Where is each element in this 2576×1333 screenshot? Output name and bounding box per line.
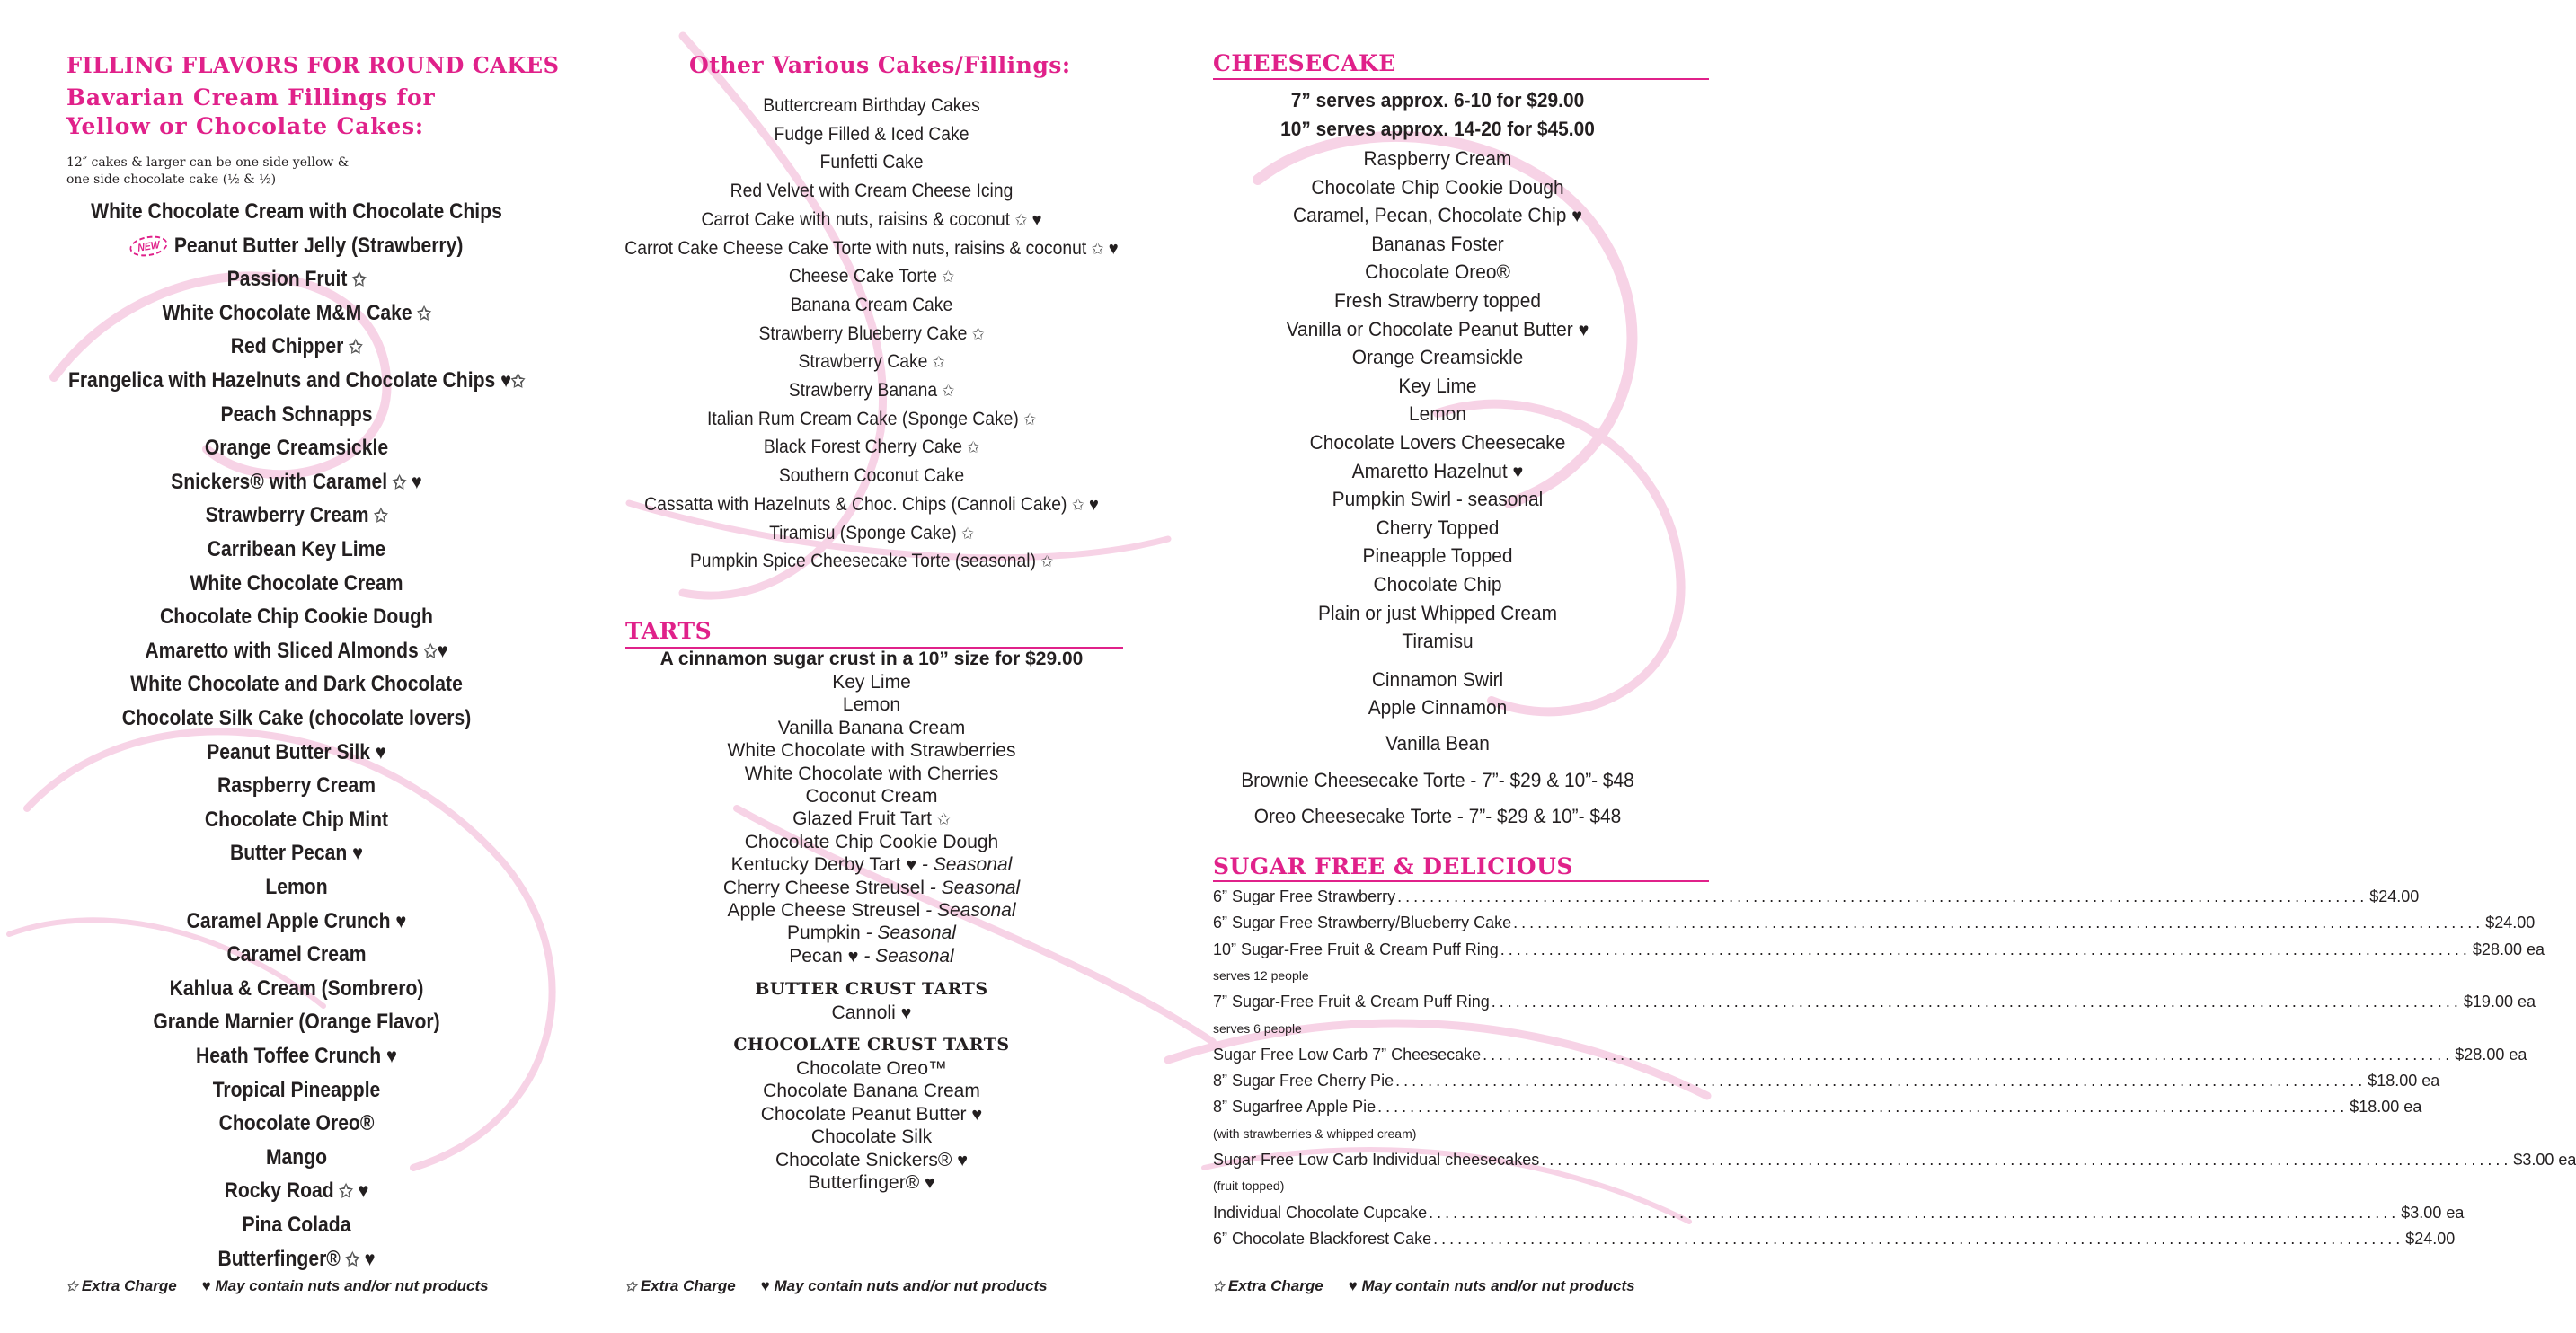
cake-item: Strawberry Cake ✩ [798, 351, 945, 373]
sugar-free-item: Sugar Free Low Carb Individual cheesecakes ........................................................................................................................ $3.00 ea [1213, 1151, 2576, 1169]
cake-item: Tiramisu (Sponge Cake) ✩ [769, 522, 974, 543]
extra-charge-star-icon: ✩ [339, 1182, 353, 1203]
legend-nuts: ♥ May contain nuts and/or nut products [760, 1277, 1048, 1294]
tart-item: Chocolate Chip Cookie Dough [744, 831, 999, 852]
contains-nuts-heart-icon: ♥ [375, 739, 386, 764]
price: $28.00 ea [2472, 940, 2545, 958]
tart-item: Kentucky Derby Tart ♥ - Seasonal [730, 854, 1013, 876]
chocolate-crust-item: Chocolate Silk [810, 1126, 933, 1148]
dot-leader: ........................................................................................................................ [1429, 1203, 2400, 1222]
filling-flavor-item: Snickers® with Caramel ✩ ♥ [171, 469, 422, 494]
legend [625, 1277, 1048, 1295]
size-note: 12″ cakes & larger can be one side yellow & one side chocolate cake (½ & ½) [66, 155, 350, 187]
tarts-intro: A cinnamon sugar crust in a 10” size for $29.00 [659, 649, 1084, 669]
filling-flavor-item: NEW Peanut Butter Jelly (Strawberry) [36, 234, 558, 259]
butter-crust-item: Cannoli ♥ [831, 1002, 912, 1023]
chocolate-crust-item: Chocolate Peanut Butter ♥ [760, 1103, 983, 1125]
sugar-free-rule [1213, 880, 1709, 882]
cheesecake-rule [1213, 78, 1709, 80]
other-cakes-column [593, 0, 1150, 1333]
legend [1213, 1277, 1635, 1295]
filling-flavor-item: Red Chipper ✩ [230, 334, 363, 359]
cheesecake-item: Chocolate Chip Cookie Dough [1311, 175, 1564, 199]
cheesecake-item: Cinnamon Swirl [1371, 668, 1504, 691]
contains-nuts-heart-icon: ♥ [1512, 461, 1524, 482]
filling-flavor-item: Lemon [265, 875, 328, 899]
contains-nuts-heart-icon: ♥ [358, 1179, 369, 1203]
contains-nuts-heart-icon: ♥ [395, 908, 407, 932]
filling-flavor-item: Butterfinger® ✩ ♥ [217, 1246, 376, 1271]
dot-leader: ........................................................................................................................ [1513, 914, 2484, 932]
filling-flavor-item: Raspberry Cream [217, 773, 376, 799]
contains-nuts-heart-icon: ♥ [900, 1003, 912, 1023]
cheesecake-price-10: 10” serves approx. 14-20 for $45.00 [1280, 118, 1595, 140]
filling-flavor-item: Carribean Key Lime [207, 537, 386, 561]
extra-charge-star-icon: ✩ [961, 524, 974, 543]
filling-flavor-item: Orange Creamsickle [204, 436, 389, 461]
cake-item: Buttercream Birthday Cakes [763, 95, 980, 116]
tart-item: Cherry Cheese Streusel - Seasonal [722, 877, 1021, 898]
dot-leader: ........................................................................................................................ [1500, 940, 2471, 958]
chocolate-crust-item: Butterfinger® ♥ [808, 1172, 935, 1193]
sugar-free-item: 7” Sugar-Free Fruit & Cream Puff Ring ........................................................................................................................ $19.00 ea [1213, 993, 2536, 1011]
cheesecake-item: Chocolate Chip [1373, 573, 1502, 596]
cheesecake-torte-item: Brownie Cheesecake Torte - 7”- $29 & 10”- $48 [1241, 769, 1634, 791]
new-badge-icon: NEW [128, 234, 169, 259]
sugar-free-item: 6” Chocolate Blackforest Cake ........................................................................................................................ $24.00 [1213, 1229, 2456, 1248]
filling-flavor-item: Kahlua & Cream (Sombrero) [169, 975, 424, 1001]
contains-nuts-heart-icon: ♥ [957, 1150, 969, 1170]
extra-charge-star-icon: ✩ [417, 304, 431, 324]
sugar-free-title: SUGAR FREE & DELICIOUS [1213, 853, 1573, 879]
sugar-free-item: 8” Sugarfree Apple Pie ........................................................................................................................ $18.00 ea [1213, 1098, 2422, 1117]
extra-charge-star-icon: ✩ [423, 641, 438, 662]
cheesecake-column [1150, 0, 2576, 1333]
cheesecake-item: Cherry Topped [1376, 516, 1500, 539]
dot-leader: ........................................................................................................................ [1541, 1151, 2512, 1169]
filling-flavor-item: Caramel Apple Crunch ♥ [186, 908, 407, 933]
round-cake-fillings-column [0, 0, 593, 1333]
filling-flavor-item: Tropical Pineapple [212, 1077, 381, 1102]
filling-flavor-item: Amaretto with Sliced Almonds ✩♥ [145, 638, 448, 663]
cake-item: Strawberry Blueberry Cake ✩ [758, 322, 985, 344]
sugar-free-item-note: (with strawberries & whipped cream) [1213, 1126, 1417, 1141]
extra-charge-star-icon: ✩ [1040, 552, 1054, 571]
cake-item: Black Forest Cherry Cake ✩ [763, 437, 980, 458]
cake-item: Cheese Cake Torte ✩ [788, 266, 955, 287]
dot-leader: ........................................................................................................................ [1377, 1098, 2349, 1117]
tart-item: Glazed Fruit Tart ✩ [792, 808, 951, 830]
cheesecake-item: Bananas Foster [1371, 232, 1504, 255]
extra-charge-star-icon: ✩ [1071, 495, 1084, 514]
contains-nuts-heart-icon: ♥ [1108, 238, 1119, 259]
filling-flavor-item: Frangelica with Hazelnuts and Chocolate Chips ♥✩ [67, 368, 526, 393]
tart-item: White Chocolate with Cherries [744, 763, 999, 784]
cake-item: Cassatta with Hazelnuts & Choc. Chips (Cannoli Cake) ✩ ♥ [644, 493, 1099, 515]
cake-item: Banana Cream Cake [790, 294, 953, 315]
cheesecake-item: Key Lime [1398, 374, 1477, 397]
cake-item: Southern Coconut Cake [778, 465, 965, 487]
extra-charge-star-icon: ✩ [936, 810, 951, 829]
contains-nuts-heart-icon: ♥ [971, 1104, 983, 1125]
chocolate-crust-item: Chocolate Snickers® ♥ [775, 1149, 969, 1170]
price: $28.00 ea [2455, 1045, 2527, 1064]
tart-item: Coconut Cream [805, 786, 938, 807]
cheesecake-item: Caramel, Pecan, Chocolate Chip ♥ [1293, 204, 1582, 227]
tart-item: Pumpkin - Seasonal [787, 923, 956, 944]
cheesecake-item: Amaretto Hazelnut ♥ [1351, 459, 1524, 482]
contains-nuts-heart-icon: ♥ [1578, 319, 1589, 340]
filling-flavor-item: Passion Fruit ✩ [226, 267, 367, 292]
cake-item: Carrot Cake Cheese Cake Torte with nuts, raisins & coconut ✩ ♥ [624, 237, 1119, 259]
bavarian-subtitle-line1: Bavarian Cream Fillings for [66, 84, 436, 110]
extra-charge-star-icon: ✩ [971, 324, 985, 343]
filling-flavor-item: Peach Schnapps [220, 402, 373, 427]
cheesecake-item: Plain or just Whipped Cream [1317, 601, 1557, 624]
tart-item: Apple Cheese Streusel - Seasonal [727, 900, 1016, 921]
cheesecake-item: Vanilla or Chocolate Peanut Butter ♥ [1286, 317, 1589, 340]
extra-charge-star-icon: ✩ [352, 270, 367, 291]
filling-flavor-item: White Chocolate M&M Cake ✩ [162, 300, 431, 325]
bavarian-subtitle-line2: Yellow or Chocolate Cakes: [66, 113, 424, 139]
contains-nuts-heart-icon: ♥ [411, 469, 422, 493]
contains-nuts-heart-icon: ♥ [352, 841, 364, 865]
cheesecake-item: Pineapple Topped [1362, 544, 1513, 568]
cheesecake-title: CHEESECAKE [1213, 50, 1396, 76]
cake-item: Fudge Filled & Iced Cake [774, 123, 969, 145]
extra-charge-star-icon: ✩ [942, 382, 955, 400]
contains-nuts-heart-icon: ♥ [906, 855, 917, 876]
sugar-free-item: 10” Sugar-Free Fruit & Cream Puff Ring ........................................................................................................................ $28.00 ea [1213, 940, 2545, 958]
price: $3.00 ea [2401, 1203, 2465, 1222]
cake-item: Italian Rum Cream Cake (Sponge Cake) ✩ [707, 408, 1036, 429]
sugar-free-item: 6” Sugar Free Strawberry/Blueberry Cake ........................................................................................................................ $24.00 [1213, 914, 2536, 932]
extra-charge-star-icon: ✩ [511, 372, 526, 392]
extra-charge-star-icon: ✩ [1014, 210, 1028, 229]
sugar-free-item: 6” Sugar Free Strawberry ........................................................................................................................ $24.00 [1213, 887, 2420, 905]
contains-nuts-heart-icon: ♥ [847, 946, 859, 967]
contains-nuts-heart-icon: ♥ [386, 1044, 397, 1067]
tarts-title: TARTS [625, 618, 713, 644]
filling-flavor-item: Chocolate Chip Cookie Dough [160, 605, 433, 630]
extra-charge-star-icon: ✩ [349, 338, 363, 358]
tart-item: Key Lime [832, 672, 911, 693]
cheesecake-item: Tiramisu [1402, 630, 1474, 653]
dot-leader: ........................................................................................................................ [1491, 993, 2462, 1011]
filling-flavor-item: Caramel Cream [226, 942, 367, 967]
contains-nuts-heart-icon: ♥ [364, 1246, 376, 1270]
extra-charge-star-icon: ✩ [942, 268, 955, 287]
filling-flavor-item: White Chocolate Cream [190, 570, 403, 596]
contains-nuts-heart-icon: ♥ [1031, 209, 1042, 230]
chocolate-crust-item: Chocolate Oreo™ [795, 1058, 948, 1079]
cheesecake-item: Raspberry Cream [1363, 147, 1512, 170]
filling-flavor-item: Rocky Road ✩ ♥ [224, 1179, 369, 1204]
cheesecake-item: Orange Creamsickle [1351, 346, 1524, 369]
cake-item: Strawberry Banana ✩ [788, 380, 955, 401]
sugar-free-item-note: serves 6 people [1213, 1020, 1302, 1036]
filling-flavor-item: Mango [265, 1144, 328, 1170]
sugar-free-item: Individual Chocolate Cupcake ........................................................................................................................ $3.00 ea [1213, 1203, 2465, 1222]
dot-leader: ........................................................................................................................ [1395, 1072, 2367, 1090]
price: $24.00 [2485, 914, 2536, 932]
extra-charge-star-icon: ✩ [1023, 410, 1036, 428]
legend-extra-charge: ✩ Extra Charge [1213, 1277, 1323, 1294]
cheesecake-item: Fresh Strawberry topped [1333, 289, 1541, 312]
filling-flavor-item: White Chocolate Cream with Chocolate Chips [91, 199, 502, 224]
cheesecake-item: Apple Cinnamon [1368, 696, 1508, 719]
dot-leader: ........................................................................................................................ [1433, 1229, 2404, 1248]
legend-extra-charge: ✩ Extra Charge [66, 1277, 177, 1294]
dot-leader: ........................................................................................................................ [1397, 887, 2368, 905]
extra-charge-star-icon: ✩ [374, 507, 388, 527]
price: $18.00 ea [2368, 1072, 2440, 1090]
tart-item: Vanilla Banana Cream [777, 717, 966, 738]
legend-nuts: ♥ May contain nuts and/or nut products [1348, 1277, 1635, 1294]
cheesecake-item: Vanilla Bean [1385, 732, 1490, 755]
legend-extra-charge: ✩ Extra Charge [625, 1277, 736, 1294]
price: $3.00 ea [2513, 1151, 2576, 1169]
cheesecake-item: Chocolate Oreo® [1365, 260, 1510, 284]
filling-flavor-item: Grande Marnier (Orange Flavor) [153, 1010, 440, 1035]
filling-flavor-item: Chocolate Chip Mint [204, 807, 389, 832]
extra-charge-star-icon: ✩ [967, 438, 980, 457]
filling-flavor-item: Peanut Butter Silk ♥ [207, 739, 386, 764]
tart-item: Lemon [842, 694, 901, 716]
filling-flavor-item: White Chocolate and Dark Chocolate [130, 672, 463, 697]
price: $18.00 ea [2350, 1098, 2422, 1117]
price: $19.00 ea [2463, 993, 2536, 1011]
contains-nuts-heart-icon: ♥ [500, 368, 512, 392]
contains-nuts-heart-icon: ♥ [1571, 206, 1582, 227]
contains-nuts-heart-icon: ♥ [925, 1173, 935, 1193]
cheesecake-item: Pumpkin Swirl - seasonal [1332, 488, 1544, 511]
dot-leader: ........................................................................................................................ [1483, 1045, 2454, 1064]
other-cakes-title: Other Various Cakes/Fillings: [689, 52, 1071, 78]
cake-item: Red Velvet with Cream Cheese Icing [730, 181, 1014, 202]
filling-flavor-item: Chocolate Silk Cake (chocolate lovers) [121, 706, 472, 730]
filling-flavor-item: Heath Toffee Crunch ♥ [196, 1044, 397, 1068]
filling-flavor-item: Strawberry Cream ✩ [205, 503, 388, 528]
sugar-free-item-note: serves 12 people [1213, 967, 1309, 983]
sugar-free-item: Sugar Free Low Carb 7” Cheesecake ........................................................................................................................ $28.00 ea [1213, 1045, 2527, 1064]
cheesecake-item: Chocolate Lovers Cheesecake [1309, 431, 1566, 454]
tart-item: Pecan ♥ - Seasonal [789, 945, 954, 967]
filling-flavor-item: Chocolate Oreo® [218, 1111, 375, 1136]
butter-crust-title: BUTTER CRUST TARTS [755, 979, 988, 999]
extra-charge-star-icon: ✩ [1091, 239, 1104, 258]
sugar-free-item: 8” Sugar Free Cherry Pie ........................................................................................................................ $18.00 ea [1213, 1072, 2440, 1090]
cheesecake-torte-item: Oreo Cheesecake Torte - 7”- $29 & 10”- $48 [1253, 805, 1622, 827]
tart-item: White Chocolate with Strawberries [727, 740, 1016, 762]
cake-item: Carrot Cake with nuts, raisins & coconut ✩ ♥ [701, 208, 1042, 230]
cake-item: Funfetti Cake [819, 152, 924, 173]
filling-flavor-item: Pina Colada [242, 1213, 351, 1237]
cheesecake-item: Lemon [1409, 402, 1466, 426]
extra-charge-star-icon: ✩ [345, 1249, 359, 1270]
legend-nuts: ♥ May contain nuts and/or nut products [201, 1277, 489, 1294]
round-cakes-title: FILLING FLAVORS FOR ROUND CAKES [66, 52, 560, 78]
sugar-free-item-note: (fruit topped) [1213, 1179, 1285, 1194]
chocolate-crust-title: CHOCOLATE CRUST TARTS [733, 1035, 1010, 1055]
cheesecake-price-7: 7” serves approx. 6-10 for $29.00 [1290, 89, 1585, 111]
price: $24.00 [2405, 1229, 2456, 1248]
price: $24.00 [2369, 887, 2420, 905]
filling-flavor-item: Butter Pecan ♥ [229, 841, 364, 866]
legend [66, 1277, 489, 1295]
extra-charge-star-icon: ✩ [932, 353, 945, 372]
contains-nuts-heart-icon: ♥ [1088, 494, 1099, 515]
chocolate-crust-item: Chocolate Banana Cream [763, 1081, 980, 1102]
contains-nuts-heart-icon: ♥ [437, 638, 448, 662]
cake-item: Pumpkin Spice Cheesecake Torte (seasonal) ✩ [689, 551, 1054, 572]
extra-charge-star-icon: ✩ [392, 472, 407, 493]
